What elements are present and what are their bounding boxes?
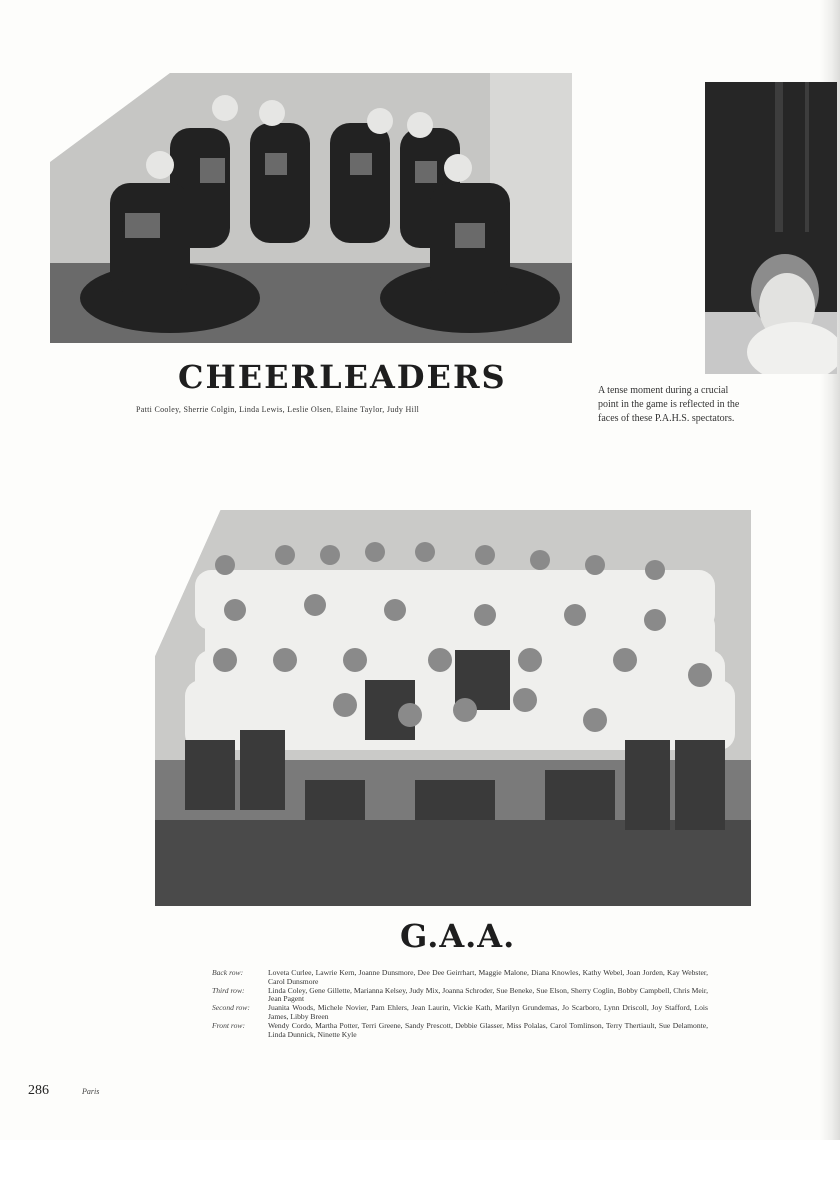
gaa-group-photo [155, 510, 751, 906]
row-label: Front row: [212, 1021, 245, 1031]
gaa-names-list [210, 969, 708, 1040]
caption-line: faces of these P.A.H.S. spectators. [598, 413, 735, 424]
row-names: Wendy Cordo, Martha Potter, Terri Greene, Sandy Prescott, Debbie Glasser, Miss Polalas, Carol Tomlinson, Terry Thertiault, Sue Delamonte, Linda Dunnick, Ninette Kyle [268, 1021, 708, 1039]
row-label: Second row: [212, 1003, 250, 1013]
spectators-photo [705, 82, 837, 374]
caption-line: point in the game is reflected in the [598, 399, 740, 410]
row-label: Third row: [212, 985, 245, 995]
gaa-row-back [210, 969, 708, 986]
spectators-photo-illustration [705, 82, 837, 374]
cheerleaders-title: CHEERLEADERS [178, 358, 507, 396]
gaa-row-second [210, 1004, 708, 1021]
cheerleaders-photo [50, 73, 572, 343]
running-head: Paris [82, 1087, 100, 1096]
row-names: Linda Coley, Gene Gillette, Marianna Kelsey, Judy Mix, Joanna Schroder, Sue Beneke, Sue Elson, Sherry Coglin, Bobby Campbell, Chris Meir, Jean Pagent [268, 985, 708, 1004]
gaa-row-third [210, 987, 708, 1004]
row-names: Loveta Curlee, Lawrie Kern, Joanne Dunsmore, Dee Dee Geirrhart, Maggie Malone, Diana Knowles, Kathy Webel, Joan Jorden, Kay Webster, Carol Dunsmore [268, 968, 708, 986]
row-label: Back row: [212, 968, 244, 977]
row-names: Juanita Woods, Michele Novier, Pam Ehlers, Jean Laurin, Vickie Kath, Marilyn Grundemas, Jo Scarboro, Lynn Driscoll, Joy Stafford, Lois James, Libby Breen [268, 1003, 708, 1021]
cheerleaders-photo-illustration [50, 73, 572, 343]
caption-line: A tense moment during a crucial [598, 385, 729, 396]
page-number: 286 [28, 1083, 49, 1098]
gaa-row-front [210, 1022, 708, 1039]
spectators-caption [598, 384, 774, 426]
gaa-title: G.A.A. [400, 917, 516, 955]
gaa-group-photo-illustration [155, 510, 751, 906]
cheerleaders-names: Patti Cooley, Sherrie Colgin, Linda Lewis, Leslie Olsen, Elaine Taylor, Judy Hill [136, 405, 420, 414]
